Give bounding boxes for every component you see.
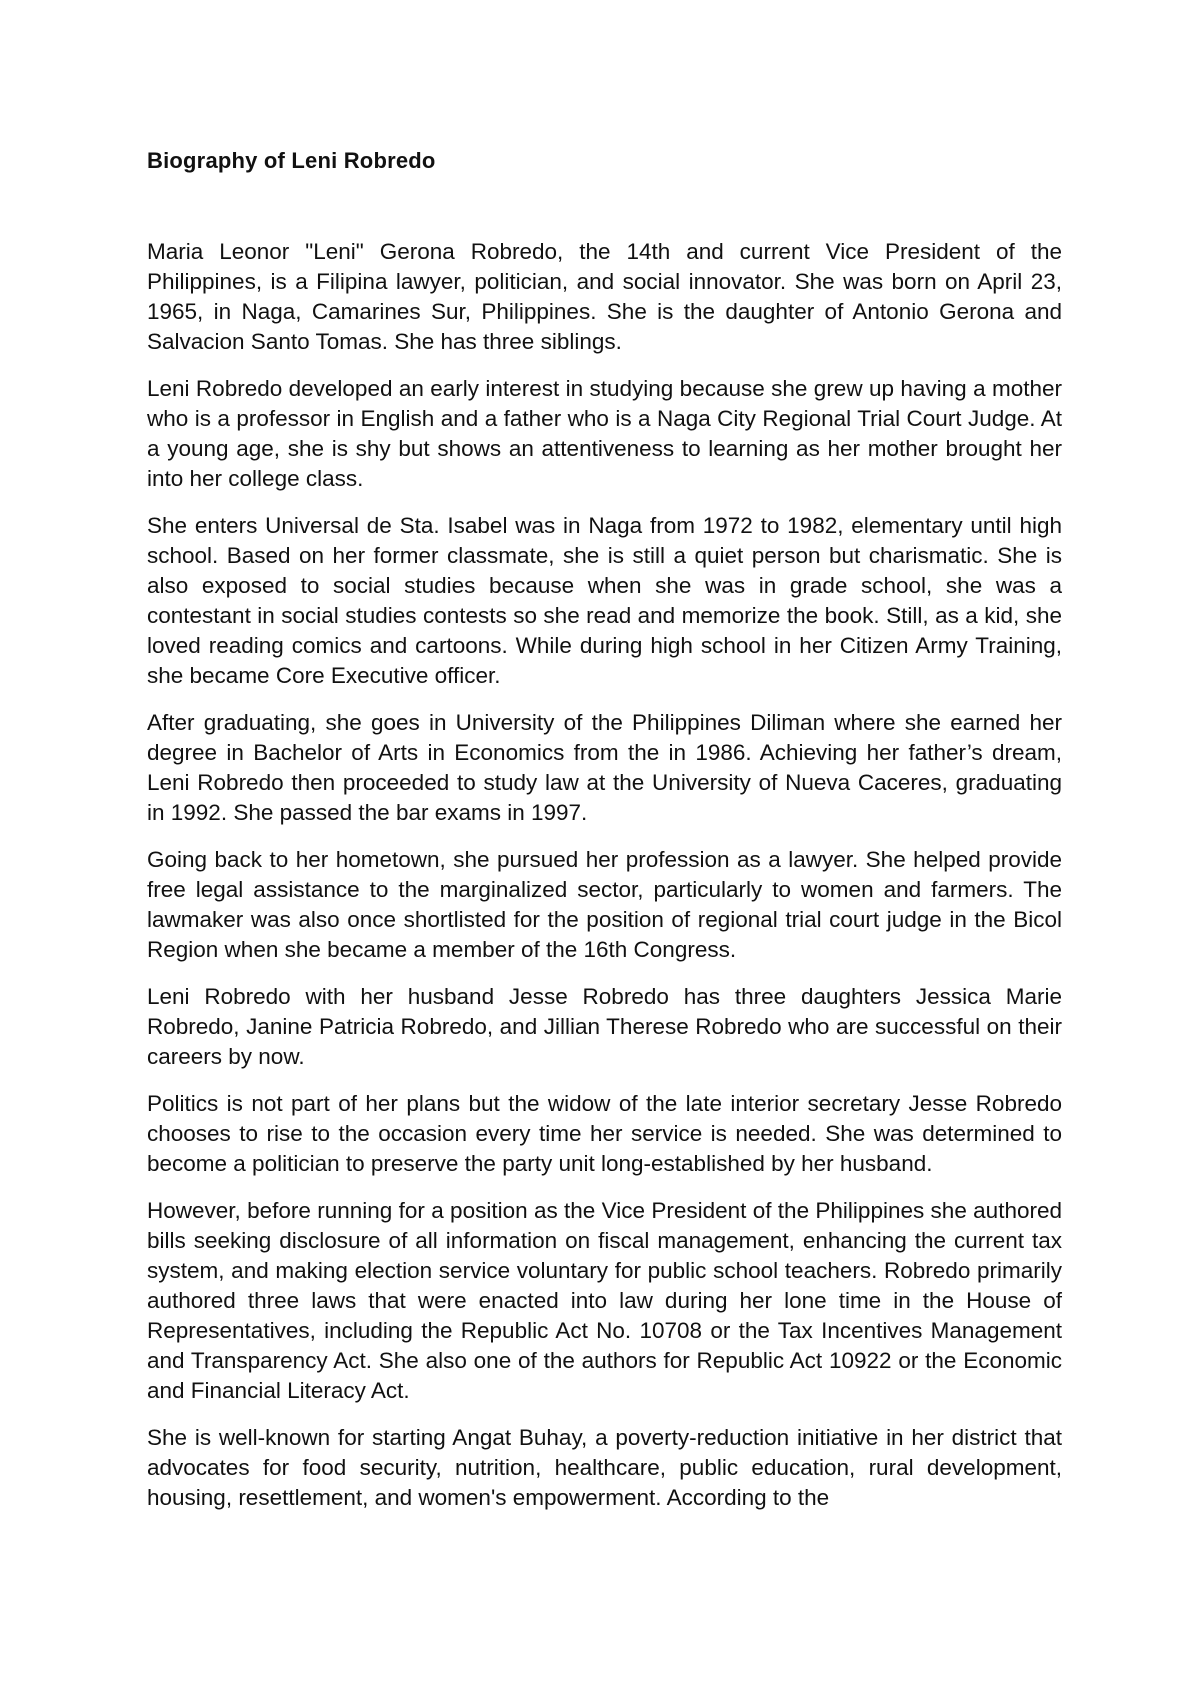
paragraph-6: Leni Robredo with her husband Jesse Robredo has three daughters Jessica Marie Robredo, Janine Patricia Robredo, and Jillian Therese Robredo who are successful on their careers by now. xyxy=(147,984,1062,1069)
paragraph-8: However, before running for a position as the Vice President of the Philippines she authored bills seeking disclosure of all information on fiscal management, enhancing the current tax system, and making election service voluntary for public school teachers. Robredo primarily authored three laws that were enacted into law during her lone time in the House of Representatives, including the Republic Act No. 10708 or the Tax Incentives Management and Transparency Act. She also one of the authors for Republic Act 10922 or the Economic and Financial Literacy Act. xyxy=(147,1198,1062,1403)
paragraph-4: After graduating, she goes in University of the Philippines Diliman where she earned her degree in Bachelor of Arts in Economics from the in 1986. Achieving her father’s dream, Leni Robredo then proceeded to study law at the University of Nueva Caceres, graduating in 1992. She passed the bar exams in 1997. xyxy=(147,710,1062,825)
paragraph-9: She is well-known for starting Angat Buhay, a poverty-reduction initiative in her district that advocates for food security, nutrition, healthcare, public education, rural development, housing, resettlement, and women's empowerment. According to the xyxy=(147,1425,1062,1510)
paragraph-5: Going back to her hometown, she pursued her profession as a lawyer. She helped provide free legal assistance to the marginalized sector, particularly to women and farmers. The lawmaker was also once shortlisted for the position of regional trial court judge in the Bicol Region when she became a member of the 16th Congress. xyxy=(147,847,1062,962)
document-content xyxy=(147,146,1062,1530)
paragraph-3: She enters Universal de Sta. Isabel was in Naga from 1972 to 1982, elementary until high school. Based on her former classmate, she is still a quiet person but charismatic. She is also exposed to social studies because when she was in grade school, she was a contestant in social studies contests so she read and memorize the book. Still, as a kid, she loved reading comics and cartoons. While during high school in her Citizen Army Training, she became Core Executive officer. xyxy=(147,513,1062,688)
document-title: Biography of Leni Robredo xyxy=(147,148,436,173)
document-body xyxy=(147,237,1062,1513)
paragraph-7: Politics is not part of her plans but the widow of the late interior secretary Jesse Robredo chooses to rise to the occasion every time her service is needed. She was determined to become a politician to preserve the party unit long-established by her husband. xyxy=(147,1091,1062,1176)
paragraph-2: Leni Robredo developed an early interest in studying because she grew up having a mother who is a professor in English and a father who is a Naga City Regional Trial Court Judge. At a young age, she is shy but shows an attentiveness to learning as her mother brought her into her college class. xyxy=(147,376,1062,491)
paragraph-1: Maria Leonor "Leni" Gerona Robredo, the 14th and current Vice President of the Philippines, is a Filipina lawyer, politician, and social innovator. She was born on April 23, 1965, in Naga, Camarines Sur, Philippines. She is the daughter of Antonio Gerona and Salvacion Santo Tomas. She has three siblings. xyxy=(147,239,1062,354)
